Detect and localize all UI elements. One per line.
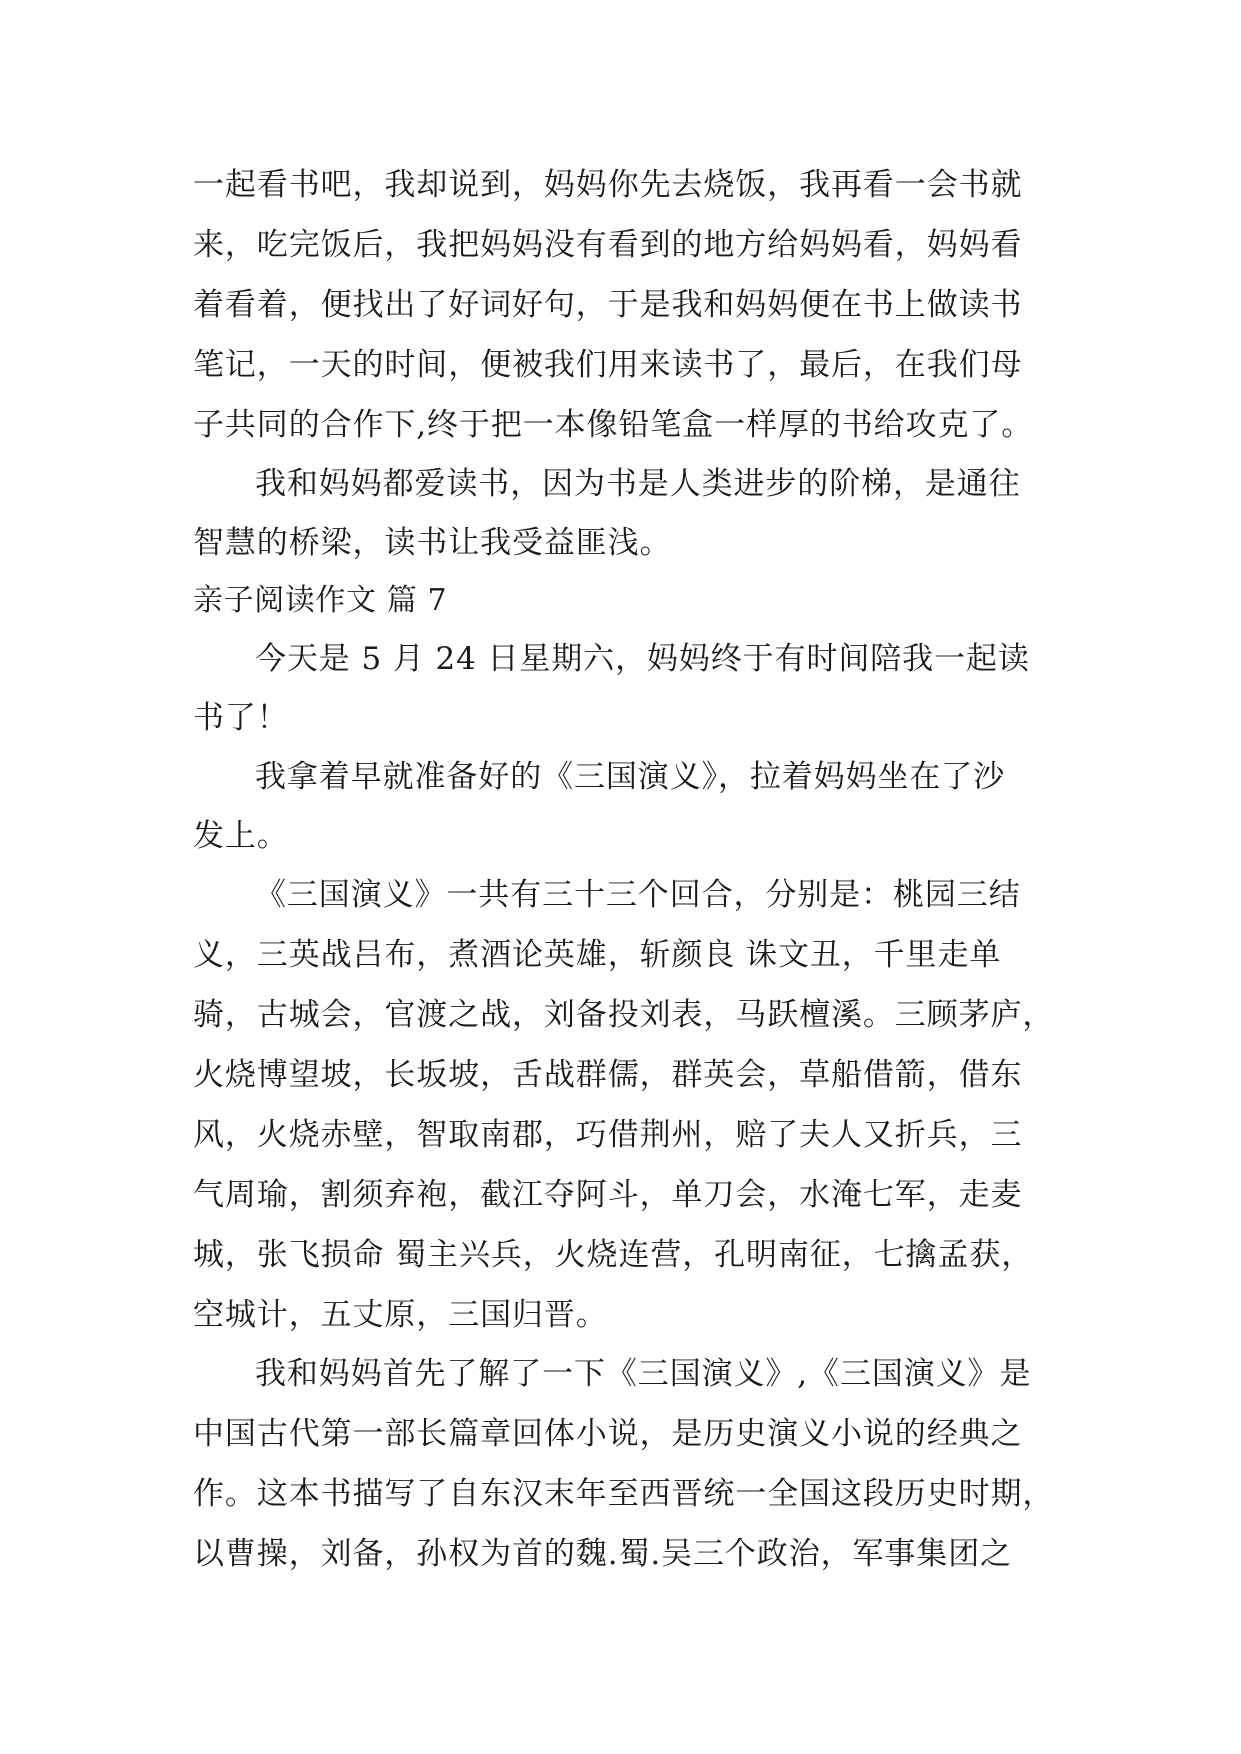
paragraph-start-line: 我拿着早就准备好的《三国演义》，拉着妈妈坐在了沙 xyxy=(255,759,1006,795)
text-line: 作。这本书描写了自东汉末年至西晋统一全国这段历史时期， xyxy=(193,1476,1055,1512)
text-line: 城，张飞损命 蜀主兴兵，火烧连营，孔明南征，七擒孟获， xyxy=(193,1237,1034,1273)
text-line: 骑，古城会，官渡之战，刘备投刘表，马跃檀溪。三顾茅庐， xyxy=(193,997,1055,1033)
text-line: 风，火烧赤壁，智取南郡，巧借荆州，赔了夫人又折兵，三 xyxy=(193,1117,1023,1153)
section-heading: 亲子阅读作文 篇 7 xyxy=(193,583,448,618)
text-line: 智慧的桥梁，读书让我受益匪浅。 xyxy=(193,525,672,561)
text-line: 着看着，便找出了好词好句，于是我和妈妈便在书上做读书 xyxy=(193,287,1023,323)
text-line: 空城计，五丈原，三国归晋。 xyxy=(193,1297,608,1333)
text-line: 义，三英战吕布，煮酒论英雄，斩颜良 诛文丑，千里走单 xyxy=(193,937,1002,973)
paragraph-start-line: 《三国演义》一共有三十三个回合，分别是：桃园三结 xyxy=(255,877,1021,913)
text-line: 子共同的合作下,终于把一本像铅笔盒一样厚的书给攻克了。 xyxy=(193,407,1034,443)
text-line: 发上。 xyxy=(193,818,289,854)
text-line: 笔记，一天的时间，便被我们用来读书了，最后，在我们母 xyxy=(193,347,1023,383)
text-line: 火烧博望坡，长坂坡，舌战群儒，群英会，草船借箭，借东 xyxy=(193,1057,1023,1093)
text-line: 一起看书吧，我却说到，妈妈你先去烧饭，我再看一会书就 xyxy=(193,167,1023,203)
text-line: 以曹操，刘备，孙权为首的魏.蜀.吴三个政治，军事集团之 xyxy=(193,1536,1013,1572)
text-line: 中国古代第一部长篇章回体小说，是历史演义小说的经典之 xyxy=(193,1416,1023,1452)
paragraph-start-line: 今天是 5 月 24 日星期六，妈妈终于有时间陪我一起读 xyxy=(255,641,1030,677)
text-line: 气周瑜，割须弃袍，截江夺阿斗，单刀会，水淹七军，走麦 xyxy=(193,1177,1023,1213)
text-line: 书了！ xyxy=(193,700,289,736)
paragraph-start-line: 我和妈妈都爱读书，因为书是人类进步的阶梯，是通往 xyxy=(255,466,1021,502)
paragraph-start-line: 我和妈妈首先了解了一下《三国演义》,《三国演义》是 xyxy=(255,1356,1032,1392)
text-line: 来，吃完饭后，我把妈妈没有看到的地方给妈妈看，妈妈看 xyxy=(193,227,1023,263)
